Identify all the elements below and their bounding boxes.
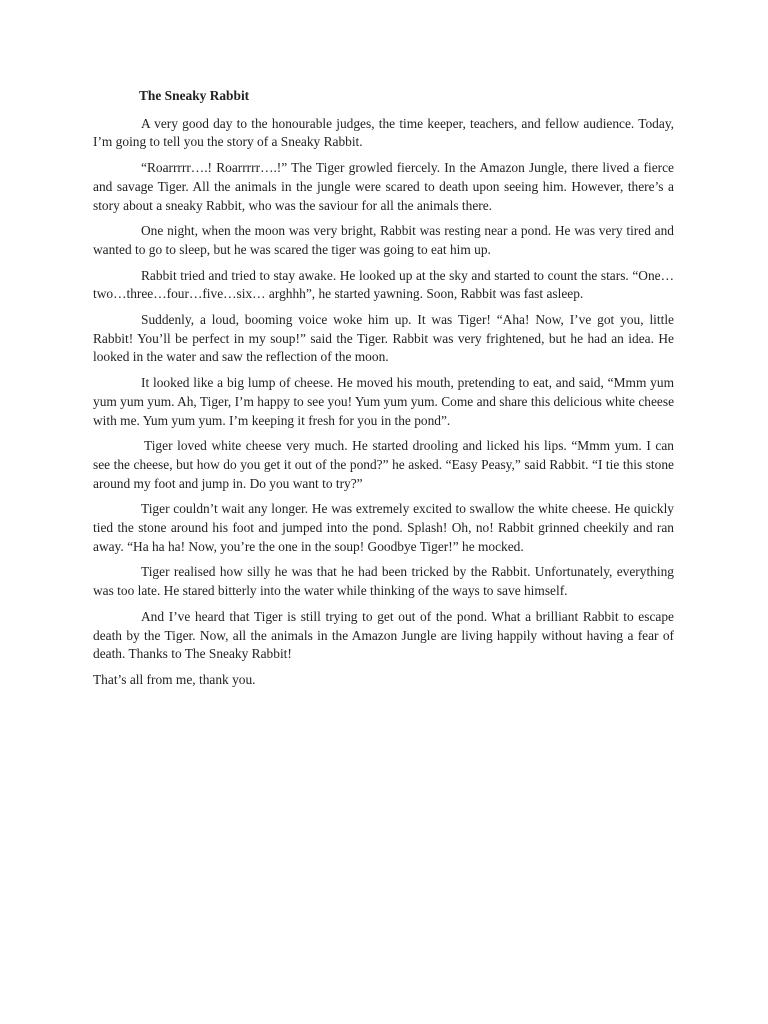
paragraph-cheese-lump: It looked like a big lump of cheese. He moved his mouth, pretending to eat, and said, “Mmm yum yum yum yum. Ah, Tiger, I’m happy to see you! Yum yum yum. Come and share this delicious white cheese with me. Yum yum yum. I’m keeping it fresh for you in the pond”. (93, 375, 675, 428)
paragraph-brilliant-rabbit: And I’ve heard that Tiger is still trying to get out of the pond. What a brilliant Rabbit to escape death by the Tiger. Now, all the animals in the Amazon Jungle are living happily without having a fear of death. Thanks to The Sneaky Rabbit! (93, 608, 674, 662)
document-title: The Sneaky Rabbit (139, 88, 250, 103)
paragraph-intro: A very good day to the honourable judges, the time keeper, teachers, and fellow audience. Today, I’m going to tell you the story of a Sneaky Rabbit. (93, 115, 674, 150)
document-body (93, 87, 674, 697)
paragraph-tiger-drooling: Tiger loved white cheese very much. He started drooling and licked his lips. “Mmm yum. I can see the cheese, but how do you get it out of the pond?” he asked. “Easy Peasy,” said Rabbit. “I tie this stone around my foot and jump in. Do you want to try?” (93, 438, 674, 491)
paragraph-counting-stars: Rabbit tried and tried to stay awake. He looked up at the sky and started to count the stars. “One…two…three…four…five…six… arghhh”, he started yawning. Soon, Rabbit was fast asleep. (93, 267, 674, 302)
paragraph-tiger-realised: Tiger realised how silly he was that he had been tricked by the Rabbit. Unfortunately, everything was too late. He stared bitterly into the water while thinking of the ways to save himself. (93, 564, 674, 599)
paragraph-closing: That’s all from me, thank you. (93, 671, 256, 687)
paragraph-splash: Tiger couldn’t wait any longer. He was extremely excited to swallow the white cheese. He quickly tied the stone around his foot and jumped into the pond. Splash! Oh, no! Rabbit grinned cheekily and ran away. “Ha ha ha! Now, you’re the one in the soup! Goodbye Tiger!” he mocked. (93, 501, 674, 554)
paragraph-tiger-growl: “Roarrrrr….! Roarrrrr….!” The Tiger growled fiercely. In the Amazon Jungle, there lived a fierce and savage Tiger. All the animals in the jungle were scared to death upon seeing him. However, there’s a story about a sneaky Rabbit, who was the saviour for all the animals there. (93, 160, 674, 213)
paragraph-night-pond: One night, when the moon was very bright, Rabbit was resting near a pond. He was very tired and wanted to go to sleep, but he was scared the tiger was going to eat him up. (93, 223, 674, 257)
paragraph-booming-voice: Suddenly, a loud, booming voice woke him up. It was Tiger! “Aha! Now, I’ve got you, little Rabbit! You’ll be perfect in my soup!” said the Tiger. Rabbit was very frightened, but he had an idea. He looked in the water and saw the reflection of the moon. (93, 312, 674, 365)
